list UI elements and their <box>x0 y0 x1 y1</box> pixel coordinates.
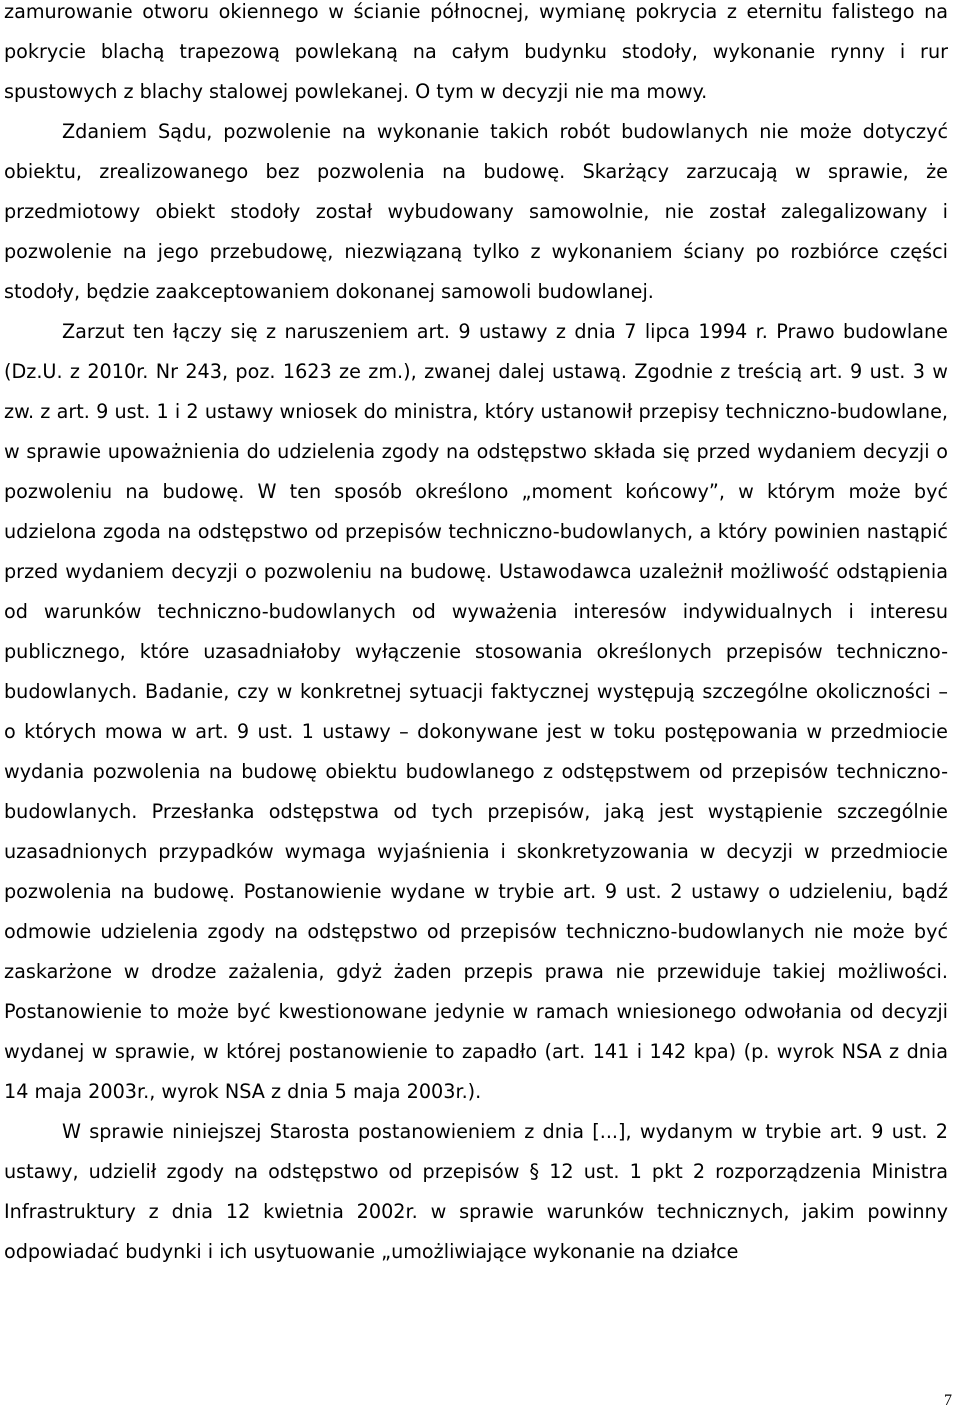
paragraph-continuation: zamurowanie otworu okiennego w ścianie północnej, wymianę pokrycia z eternitu falistego na pokrycie blachą trapezową powlekaną na całym budynku stodoły, wykonanie rynny i rur spustowych z blachy stalowej powlekanej. O tym w decyzji nie ma mowy. <box>4 0 948 103</box>
page-number: 7 <box>944 1392 952 1409</box>
paragraph-legal-analysis: Zarzut ten łączy się z naruszeniem art. 9 ustawy z dnia 7 lipca 1994 r. Prawo budowlane (Dz.U. z 2010r. Nr 243, poz. 1623 ze zm.), zwanej dalej ustawą. Zgodnie z treścią art. 9 ust. 3 w zw. z art. 9 ust. 1 i 2 ustawy wniosek do ministra, który ustanowił przepisy techniczno-budowlane, w sprawie upoważnienia do udzielenia zgody na odstępstwo składa się przed wydaniem decyzji o pozwoleniu na budowę. W ten sposób określono „moment końcowy”, w którym może być udzielona zgoda na odstępstwo od przepisów techniczno-budowlanych, a który powinien nastąpić przed wydaniem decyzji o pozwoleniu na budowę. Ustawodawca uzależnił możliwość odstąpienia od warunków techniczno-budowlanych od wyważenia interesów indywidualnych i interesu publicznego, które uzasadniałoby wyłączenie stosowania określonych przepisów techniczno-budowlanych. Badanie, czy w konkretnej sytuacji faktycznej występują szczególne okoliczności – o których mowa w art. 9 ust. 1 ustawy – dokonywane jest w toku postępowania w przedmiocie wydania pozwolenia na budowę obiektu budowlanego z odstępstwem od przepisów techniczno-budowlanych. Przesłanka odstępstwa od tych przepisów, jaką jest wystąpienie szczególnie uzasadnionych przypadków wymaga wyjaśnienia i skonkretyzowania w decyzji w przedmiocie pozwolenia na budowę. Postanowienie wydane w trybie art. 9 ust. 2 ustawy o udzieleniu, bądź odmowie udzielenia zgody na odstępstwo od przepisów techniczno-budowlanych nie może być zaskarżone w drodze zażalenia, gdyż żaden przepis prawa nie przewiduje takiej możliwości. Postanowienie to może być kwestionowane jedynie w ramach wniesionego odwołania od decyzji wydanej w sprawie, w której postanowienie to zapadło (art. 141 i 142 kpa) (p. wyrok NSA z dnia 14 maja 2003r., wyrok NSA z dnia 5 maja 2003r.). <box>4 320 948 1103</box>
paragraph-case-facts: W sprawie niniejszej Starosta postanowieniem z dnia [...], wydanym w trybie art. 9 ust. 2 ustawy, udzielił zgody na odstępstwo od przepisów § 12 ust. 1 pkt 2 rozporządzenia Ministra Infrastruktury z dnia 12 kwietnia 2002r. w sprawie warunków technicznych, jakim powinny odpowiadać budynki i ich usytuowanie „umożliwiające wykonanie na działce <box>4 1120 948 1263</box>
document-body <box>4 0 948 1272</box>
paragraph-court-opinion: Zdaniem Sądu, pozwolenie na wykonanie takich robót budowlanych nie może dotyczyć obiektu, zrealizowanego bez pozwolenia na budowę. Skarżący zarzucają w sprawie, że przedmiotowy obiekt stodoły został wybudowany samowolnie, nie został zalegalizowany i pozwolenie na jego przebudowę, niezwiązaną tylko z wykonaniem ściany po rozbiórce części stodoły, będzie zaakceptowaniem dokonanej samowoli budowlanej. <box>4 120 948 303</box>
